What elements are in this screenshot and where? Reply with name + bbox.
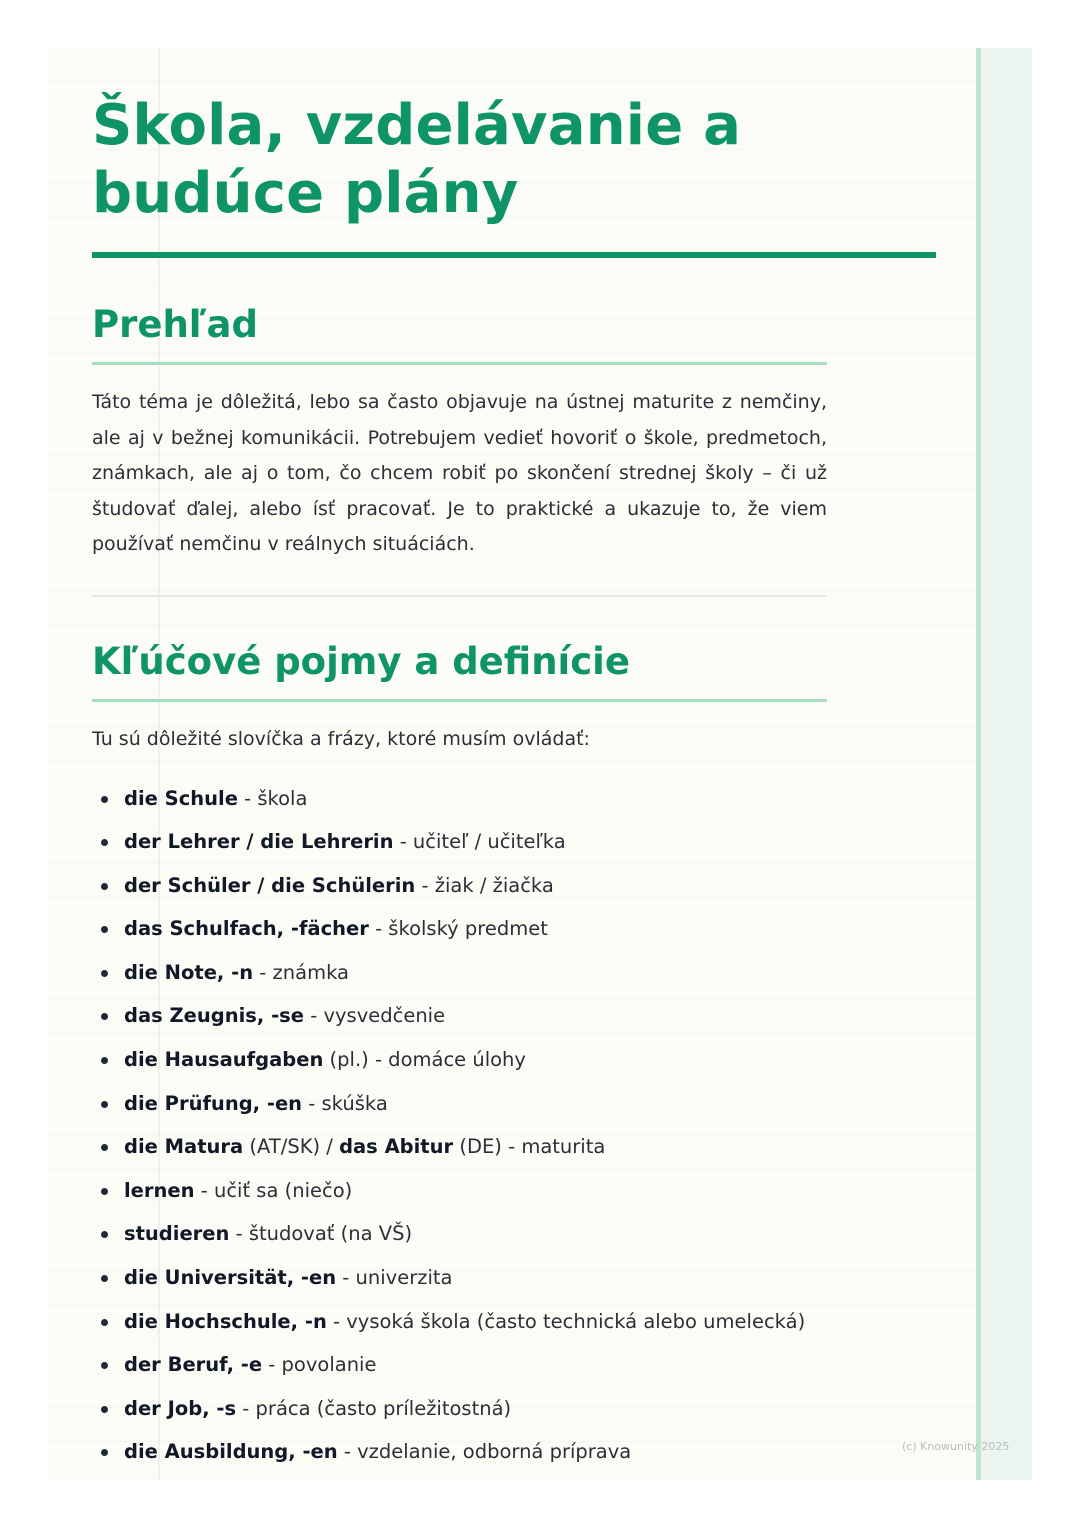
- list-item: [92, 864, 827, 908]
- overview-section: [92, 302, 827, 597]
- term-definition: (pl.) - domáce úlohy: [323, 1048, 526, 1072]
- side-accent-line: [976, 48, 981, 1480]
- term-definition: - skúška: [302, 1091, 388, 1115]
- key-terms-heading-rule: [92, 699, 827, 702]
- term-word: die Hochschule, -n: [124, 1309, 327, 1333]
- term-word: der Beruf, -e: [124, 1353, 263, 1377]
- bullet-icon: [101, 1275, 108, 1282]
- term-definition: - vzdelanie, odborná príprava: [337, 1440, 632, 1464]
- bullet-icon: [101, 1406, 108, 1413]
- term-definition: - univerzita: [336, 1266, 453, 1290]
- term-word: die Ausbildung, -en: [124, 1440, 338, 1464]
- term-definition: - žiak / žiačka: [415, 873, 554, 897]
- bullet-icon: [101, 796, 108, 803]
- term-word: die Note, -n: [124, 960, 254, 984]
- list-item: [92, 1430, 827, 1474]
- list-item: [92, 1387, 827, 1431]
- term-definition: - učiteľ / učiteľka: [393, 830, 566, 854]
- page-title: Škola, vzdelávanie a budúce plány: [92, 93, 742, 226]
- bullet-icon: [101, 926, 108, 933]
- key-terms-intro: Tu sú dôležité slovíčka a frázy, ktoré musím ovládať:: [92, 727, 590, 750]
- term-word: die Prüfung, -en: [124, 1091, 303, 1115]
- overview-heading-rule: [92, 362, 827, 365]
- list-item: [92, 1300, 827, 1344]
- term-definition: - vysvedčenie: [304, 1004, 446, 1028]
- bullet-icon: [101, 1188, 108, 1195]
- term-definition: (DE) - maturita: [453, 1135, 606, 1159]
- list-item: [92, 1212, 827, 1256]
- bullet-icon: [101, 970, 108, 977]
- term-definition: - škola: [237, 786, 308, 810]
- bullet-icon: [101, 1144, 108, 1151]
- term-word: die Hausaufgaben: [124, 1048, 324, 1072]
- term-definition: - učiť sa (niečo): [194, 1178, 353, 1202]
- bullet-icon: [101, 1362, 108, 1369]
- vocabulary-list: [92, 777, 827, 1475]
- term-word: das Zeugnis, -se: [124, 1004, 305, 1028]
- document-content: [92, 92, 936, 1474]
- bullet-icon: [101, 1449, 108, 1456]
- list-item: [92, 820, 827, 864]
- list-item: [92, 951, 827, 995]
- list-item: [92, 1169, 827, 1213]
- term-word: der Job, -s: [124, 1396, 237, 1420]
- key-terms-section: [92, 639, 827, 1475]
- overview-heading: Prehľad: [92, 303, 258, 346]
- side-accent-strip: [976, 48, 1032, 1480]
- bullet-icon: [101, 1013, 108, 1020]
- term-word: das Abitur: [339, 1135, 454, 1159]
- bullet-icon: [101, 1231, 108, 1238]
- term-word: die Schule: [124, 786, 238, 810]
- term-definition: - povolanie: [262, 1353, 377, 1377]
- term-definition: - známka: [253, 960, 349, 984]
- bullet-icon: [101, 839, 108, 846]
- list-item: [92, 907, 827, 951]
- term-word: lernen: [124, 1178, 195, 1202]
- term-definition: - práca (často príležitostná): [236, 1396, 512, 1420]
- bullet-icon: [101, 1319, 108, 1326]
- title-divider: [92, 252, 936, 258]
- list-item: [92, 777, 827, 821]
- term-word: das Schulfach, -fächer: [124, 917, 369, 941]
- section-divider: [92, 595, 827, 597]
- key-terms-heading: Kľúčové pojmy a definície: [92, 639, 630, 683]
- bullet-icon: [101, 1101, 108, 1108]
- term-definition: - študovať (na VŠ): [229, 1222, 413, 1246]
- list-item: [92, 1125, 827, 1169]
- term-definition: - školský predmet: [368, 917, 548, 941]
- term-word: studieren: [124, 1222, 230, 1246]
- list-item: [92, 1082, 827, 1126]
- list-item: [92, 994, 827, 1038]
- term-word: die Universität, -en: [124, 1266, 337, 1290]
- term-word: der Schüler / die Schülerin: [124, 873, 416, 897]
- term-definition: - vysoká škola (často technická alebo umelecká): [326, 1309, 806, 1333]
- bullet-icon: [101, 883, 108, 890]
- term-word: der Lehrer / die Lehrerin: [124, 830, 394, 854]
- bullet-icon: [101, 1057, 108, 1064]
- copyright-footer: (c) Knowunity 2025: [902, 1440, 1010, 1453]
- list-item: [92, 1343, 827, 1387]
- term-word: die Matura: [124, 1135, 244, 1159]
- list-item: [92, 1256, 827, 1300]
- overview-paragraph: Táto téma je dôležitá, lebo sa často objavuje na ústnej maturite z nemčiny, ale aj v bežnej komunikácii. Potrebujem vedieť hovoriť o škole, predmetoch, známkach, ale aj o tom, čo chcem robiť po skončení strednej školy – či už študovať ďalej, alebo ísť pracovať. Je to praktické a ukazuje to, že viem používať nemčinu v reálnych situáciách.: [92, 391, 827, 555]
- list-item: [92, 1038, 827, 1082]
- term-definition: (AT/SK) /: [243, 1135, 340, 1159]
